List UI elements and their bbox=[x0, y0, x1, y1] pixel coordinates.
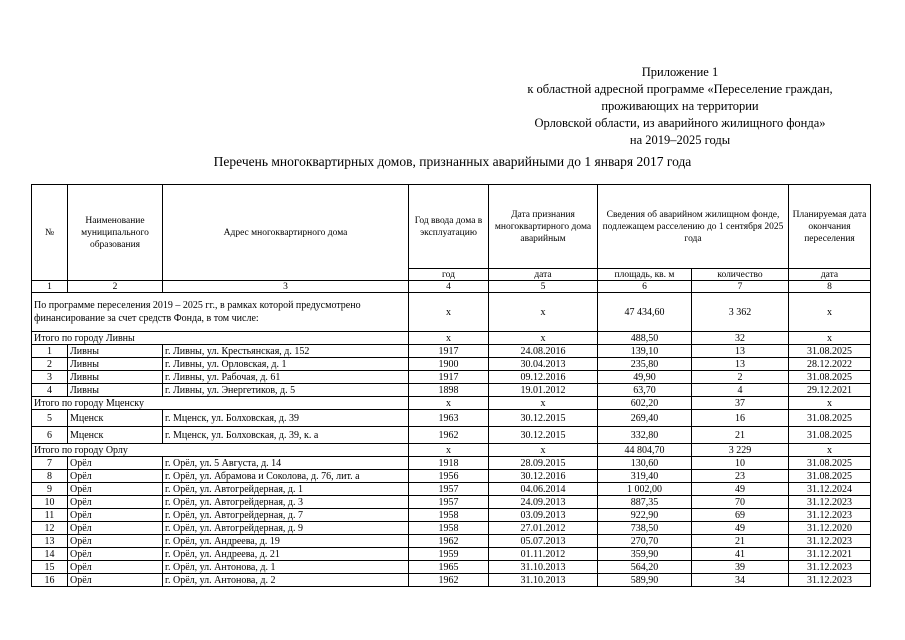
row-count: 39 bbox=[692, 561, 789, 574]
table-row bbox=[32, 535, 871, 548]
row-year: 1962 bbox=[409, 535, 489, 548]
row-municipality: Ливны bbox=[68, 384, 163, 397]
row-municipality: Орёл bbox=[68, 574, 163, 587]
row-number: 3 bbox=[32, 371, 68, 384]
row-address: г. Орёл, ул. Автогрейдерная, д. 1 bbox=[163, 483, 409, 496]
row-planned-end: 31.12.2023 bbox=[789, 535, 871, 548]
row-municipality: Мценск bbox=[68, 410, 163, 427]
row-number: 16 bbox=[32, 574, 68, 587]
row-emergency-date: 27.01.2012 bbox=[489, 522, 598, 535]
table-row bbox=[32, 470, 871, 483]
subtotal-date: x bbox=[489, 397, 598, 410]
city-subtotal-row bbox=[32, 444, 871, 457]
row-year: 1962 bbox=[409, 427, 489, 444]
row-planned-end: 31.12.2021 bbox=[789, 548, 871, 561]
row-number: 15 bbox=[32, 561, 68, 574]
subtotal-year: x bbox=[409, 444, 489, 457]
appendix-line: Приложение 1 bbox=[641, 65, 719, 79]
row-planned-end: 31.12.2024 bbox=[789, 483, 871, 496]
row-municipality: Орёл bbox=[68, 561, 163, 574]
table-row bbox=[32, 548, 871, 561]
table-row bbox=[32, 509, 871, 522]
housing-table bbox=[31, 184, 871, 587]
row-address: г. Орёл, ул. Автогрейдерная, д. 7 bbox=[163, 509, 409, 522]
row-address: г. Ливны, ул. Крестьянская, д. 152 bbox=[163, 345, 409, 358]
row-number: 8 bbox=[32, 470, 68, 483]
table-row bbox=[32, 483, 871, 496]
row-address: г. Ливны, ул. Орловская, д. 1 bbox=[163, 358, 409, 371]
row-municipality: Орёл bbox=[68, 535, 163, 548]
row-number: 9 bbox=[32, 483, 68, 496]
col-number: 6 bbox=[598, 281, 692, 293]
row-planned-end: 31.12.2023 bbox=[789, 561, 871, 574]
unit-year: год bbox=[409, 269, 489, 281]
row-year: 1917 bbox=[409, 345, 489, 358]
row-address: г. Орёл, ул. Абрамова и Соколова, д. 76, лит. а bbox=[163, 470, 409, 483]
appendix-header bbox=[500, 64, 860, 149]
row-address: г. Орёл, ул. Автогрейдерная, д. 9 bbox=[163, 522, 409, 535]
col-number: 2 bbox=[68, 281, 163, 293]
row-municipality: Мценск bbox=[68, 427, 163, 444]
row-area: 139,10 bbox=[598, 345, 692, 358]
subtotal-area: 44 804,70 bbox=[598, 444, 692, 457]
row-count: 16 bbox=[692, 410, 789, 427]
row-area: 319,40 bbox=[598, 470, 692, 483]
row-address: г. Орёл, ул. Андреева, д. 19 bbox=[163, 535, 409, 548]
row-planned-end: 31.08.2025 bbox=[789, 410, 871, 427]
city-subtotal-row bbox=[32, 397, 871, 410]
row-area: 270,70 bbox=[598, 535, 692, 548]
row-emergency-date: 30.12.2015 bbox=[489, 427, 598, 444]
row-emergency-date: 24.09.2013 bbox=[489, 496, 598, 509]
row-area: 332,80 bbox=[598, 427, 692, 444]
subtotal-area: 602,20 bbox=[598, 397, 692, 410]
unit-area: площадь, кв. м bbox=[598, 269, 692, 281]
row-emergency-date: 30.12.2015 bbox=[489, 410, 598, 427]
table-row bbox=[32, 574, 871, 587]
row-number: 2 bbox=[32, 358, 68, 371]
row-municipality: Орёл bbox=[68, 522, 163, 535]
program-year: x bbox=[409, 293, 489, 332]
row-area: 738,50 bbox=[598, 522, 692, 535]
row-count: 2 bbox=[692, 371, 789, 384]
row-year: 1957 bbox=[409, 483, 489, 496]
row-count: 21 bbox=[692, 535, 789, 548]
row-address: г. Мценск, ул. Болховская, д. 39 bbox=[163, 410, 409, 427]
row-planned-end: 31.12.2020 bbox=[789, 522, 871, 535]
row-year: 1962 bbox=[409, 574, 489, 587]
row-year: 1957 bbox=[409, 496, 489, 509]
row-municipality: Орёл bbox=[68, 457, 163, 470]
row-municipality: Ливны bbox=[68, 371, 163, 384]
row-emergency-date: 01.11.2012 bbox=[489, 548, 598, 561]
row-emergency-date: 30.12.2016 bbox=[489, 470, 598, 483]
subtotal-area: 488,50 bbox=[598, 332, 692, 345]
row-number: 5 bbox=[32, 410, 68, 427]
appendix-line: к областной адресной программе «Переселение граждан, bbox=[527, 82, 833, 96]
row-number: 4 bbox=[32, 384, 68, 397]
row-address: г. Ливны, ул. Рабочая, д. 61 bbox=[163, 371, 409, 384]
row-count: 23 bbox=[692, 470, 789, 483]
subtotal-end: x bbox=[789, 332, 871, 345]
row-number: 11 bbox=[32, 509, 68, 522]
row-year: 1918 bbox=[409, 457, 489, 470]
row-area: 589,90 bbox=[598, 574, 692, 587]
program-label: По программе переселения 2019 – 2025 гг., в рамках которой предусмотрено финансирование за счет средств Фонда, в том числе: bbox=[32, 293, 409, 332]
row-number: 7 bbox=[32, 457, 68, 470]
table-row bbox=[32, 457, 871, 470]
col-number: 8 bbox=[789, 281, 871, 293]
row-count: 34 bbox=[692, 574, 789, 587]
row-area: 1 002,00 bbox=[598, 483, 692, 496]
table-row bbox=[32, 522, 871, 535]
row-year: 1956 bbox=[409, 470, 489, 483]
row-emergency-date: 19.01.2012 bbox=[489, 384, 598, 397]
row-count: 21 bbox=[692, 427, 789, 444]
program-total-row bbox=[32, 293, 871, 332]
row-planned-end: 31.12.2023 bbox=[789, 509, 871, 522]
row-number: 13 bbox=[32, 535, 68, 548]
subtotal-label: Итого по городу Ливны bbox=[32, 332, 409, 345]
unit-count: количество bbox=[692, 269, 789, 281]
row-municipality: Орёл bbox=[68, 470, 163, 483]
row-emergency-date: 09.12.2016 bbox=[489, 371, 598, 384]
row-emergency-date: 05.07.2013 bbox=[489, 535, 598, 548]
subtotal-label: Итого по городу Орлу bbox=[32, 444, 409, 457]
header-num: № bbox=[32, 185, 68, 281]
table-row bbox=[32, 561, 871, 574]
subtotal-end: x bbox=[789, 397, 871, 410]
row-count: 13 bbox=[692, 358, 789, 371]
row-year: 1898 bbox=[409, 384, 489, 397]
city-subtotal-row bbox=[32, 332, 871, 345]
row-municipality: Ливны bbox=[68, 345, 163, 358]
table-row bbox=[32, 358, 871, 371]
row-area: 49,90 bbox=[598, 371, 692, 384]
row-municipality: Орёл bbox=[68, 548, 163, 561]
row-year: 1963 bbox=[409, 410, 489, 427]
row-area: 359,90 bbox=[598, 548, 692, 561]
column-numbers-row bbox=[32, 281, 871, 293]
row-emergency-date: 31.10.2013 bbox=[489, 574, 598, 587]
header-year: Год ввода дома в эксплуатацию bbox=[409, 185, 489, 269]
row-area: 235,80 bbox=[598, 358, 692, 371]
subtotal-count: 3 229 bbox=[692, 444, 789, 457]
row-emergency-date: 28.09.2015 bbox=[489, 457, 598, 470]
table-row bbox=[32, 345, 871, 358]
unit-emergency-date: дата bbox=[489, 269, 598, 281]
row-year: 1959 bbox=[409, 548, 489, 561]
row-area: 269,40 bbox=[598, 410, 692, 427]
table-row bbox=[32, 371, 871, 384]
row-year: 1958 bbox=[409, 522, 489, 535]
header-row bbox=[32, 185, 871, 269]
row-emergency-date: 04.06.2014 bbox=[489, 483, 598, 496]
row-address: г. Орёл, ул. Антонова, д. 2 bbox=[163, 574, 409, 587]
row-address: г. Орёл, ул. Андреева, д. 21 bbox=[163, 548, 409, 561]
row-count: 41 bbox=[692, 548, 789, 561]
row-planned-end: 28.12.2022 bbox=[789, 358, 871, 371]
subtotal-count: 32 bbox=[692, 332, 789, 345]
subtotal-date: x bbox=[489, 332, 598, 345]
row-area: 130,60 bbox=[598, 457, 692, 470]
row-count: 49 bbox=[692, 522, 789, 535]
table-row bbox=[32, 410, 871, 427]
header-emergency-date: Дата признания многоквартирного дома аварийным bbox=[489, 185, 598, 269]
row-municipality: Орёл bbox=[68, 483, 163, 496]
row-number: 1 bbox=[32, 345, 68, 358]
header-municipality: Наименование муниципального образования bbox=[68, 185, 163, 281]
table-row bbox=[32, 427, 871, 444]
row-number: 14 bbox=[32, 548, 68, 561]
row-planned-end: 31.08.2025 bbox=[789, 427, 871, 444]
appendix-line: проживающих на территории bbox=[601, 99, 759, 113]
row-year: 1958 bbox=[409, 509, 489, 522]
header-planned-end: Планируемая дата окончания переселения bbox=[789, 185, 871, 269]
row-planned-end: 31.08.2025 bbox=[789, 470, 871, 483]
row-emergency-date: 30.04.2013 bbox=[489, 358, 598, 371]
program-area: 47 434,60 bbox=[598, 293, 692, 332]
appendix-line: Орловской области, из аварийного жилищного фонда» bbox=[534, 116, 826, 130]
subtotal-year: x bbox=[409, 397, 489, 410]
row-emergency-date: 24.08.2016 bbox=[489, 345, 598, 358]
row-year: 1965 bbox=[409, 561, 489, 574]
row-planned-end: 31.08.2025 bbox=[789, 457, 871, 470]
row-area: 564,20 bbox=[598, 561, 692, 574]
subtotal-count: 37 bbox=[692, 397, 789, 410]
row-number: 12 bbox=[32, 522, 68, 535]
col-number: 1 bbox=[32, 281, 68, 293]
row-number: 6 bbox=[32, 427, 68, 444]
row-planned-end: 29.12.2021 bbox=[789, 384, 871, 397]
row-address: г. Орёл, ул. Автогрейдерная, д. 3 bbox=[163, 496, 409, 509]
program-count: 3 362 bbox=[692, 293, 789, 332]
table-row bbox=[32, 384, 871, 397]
row-count: 4 bbox=[692, 384, 789, 397]
row-count: 13 bbox=[692, 345, 789, 358]
row-area: 63,70 bbox=[598, 384, 692, 397]
header-address: Адрес многоквартирного дома bbox=[163, 185, 409, 281]
row-municipality: Орёл bbox=[68, 509, 163, 522]
row-address: г. Мценск, ул. Болховская, д. 39, к. а bbox=[163, 427, 409, 444]
row-planned-end: 31.12.2023 bbox=[789, 496, 871, 509]
col-number: 7 bbox=[692, 281, 789, 293]
subtotal-label: Итого по городу Мценску bbox=[32, 397, 409, 410]
row-emergency-date: 31.10.2013 bbox=[489, 561, 598, 574]
row-number: 10 bbox=[32, 496, 68, 509]
row-area: 887,35 bbox=[598, 496, 692, 509]
row-planned-end: 31.12.2023 bbox=[789, 574, 871, 587]
header-fund-info: Сведения об аварийном жилищном фонде, подлежащем расселению до 1 сентября 2025 года bbox=[598, 185, 789, 269]
col-number: 3 bbox=[163, 281, 409, 293]
unit-planned-end: дата bbox=[789, 269, 871, 281]
program-date: x bbox=[489, 293, 598, 332]
row-address: г. Орёл, ул. 5 Августа, д. 14 bbox=[163, 457, 409, 470]
table-row bbox=[32, 496, 871, 509]
row-count: 10 bbox=[692, 457, 789, 470]
subtotal-year: x bbox=[409, 332, 489, 345]
col-number: 5 bbox=[489, 281, 598, 293]
row-year: 1917 bbox=[409, 371, 489, 384]
row-address: г. Ливны, ул. Энергетиков, д. 5 bbox=[163, 384, 409, 397]
document-title: Перечень многоквартирных домов, признанных аварийными до 1 января 2017 года bbox=[213, 154, 692, 169]
row-planned-end: 31.08.2025 bbox=[789, 371, 871, 384]
row-count: 69 bbox=[692, 509, 789, 522]
program-end: x bbox=[789, 293, 871, 332]
row-municipality: Орёл bbox=[68, 496, 163, 509]
col-number: 4 bbox=[409, 281, 489, 293]
row-municipality: Ливны bbox=[68, 358, 163, 371]
row-area: 922,90 bbox=[598, 509, 692, 522]
subtotal-date: x bbox=[489, 444, 598, 457]
row-count: 49 bbox=[692, 483, 789, 496]
row-year: 1900 bbox=[409, 358, 489, 371]
appendix-line: на 2019–2025 годы bbox=[629, 133, 731, 147]
subtotal-end: x bbox=[789, 444, 871, 457]
row-planned-end: 31.08.2025 bbox=[789, 345, 871, 358]
row-address: г. Орёл, ул. Антонова, д. 1 bbox=[163, 561, 409, 574]
row-count: 70 bbox=[692, 496, 789, 509]
row-emergency-date: 03.09.2013 bbox=[489, 509, 598, 522]
